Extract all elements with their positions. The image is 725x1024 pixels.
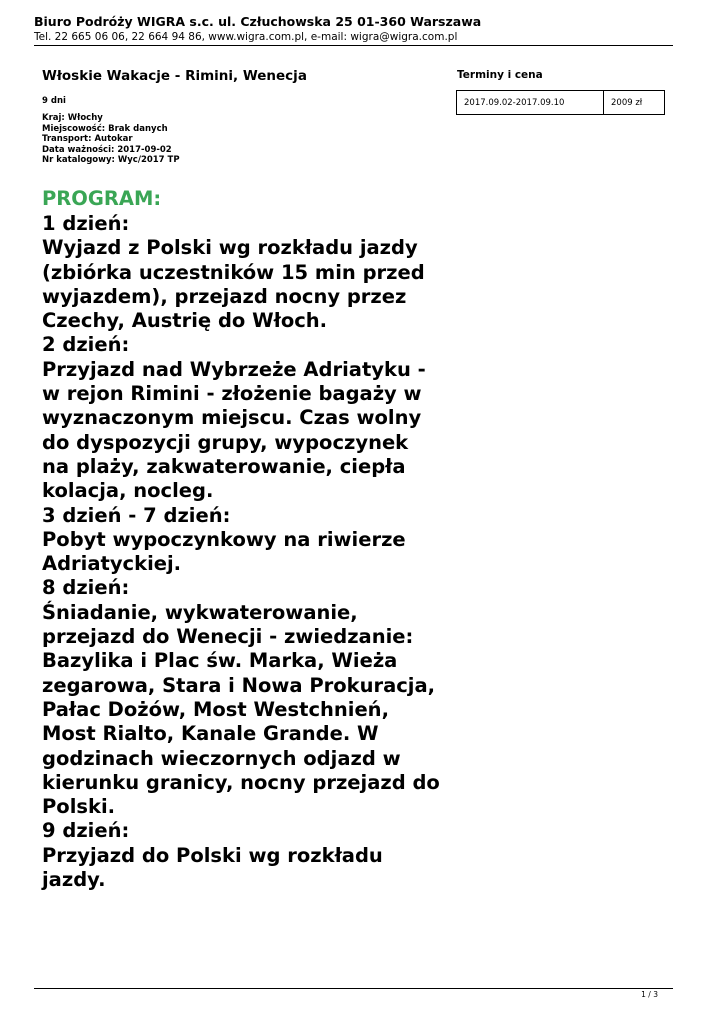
company-name: Biuro Podróży WIGRA s.c. ul. Człuchowska 25 01-360 Warszawa [34,14,482,29]
program-section [42,186,462,892]
program-line: Przyjazd do Polski wg rozkładu [42,843,383,867]
program-line: godzinach wieczornych odjazd w [42,746,401,770]
trip-duration: 9 dni [42,96,66,106]
term-price: 2009 zł [611,97,643,108]
program-line: 8 dzień: [42,576,130,600]
trip-title: Włoskie Wakacje - Rimini, Wenecja [42,68,307,84]
program-line: wyznaczonym miejscu. Czas wolny [42,406,422,430]
company-contact: Tel. 22 665 06 06, 22 664 94 86, www.wigra.com.pl, e-mail: wigra@wigra.com.pl [34,31,458,43]
program-line: (zbiórka uczestników 15 min przed [42,260,425,284]
program-line: jazdy. [42,868,106,892]
detail-catalog-number: Nr katalogowy: Wyc/2017 TP [42,155,180,166]
program-line: Bazylika i Plac św. Marka, Wieża [42,649,398,673]
program-body [42,212,462,892]
program-line: przejazd do Wenecji - zwiedzanie: [42,625,414,649]
program-line: Przyjazd nad Wybrzeże Adriatyku - [42,357,426,381]
detail-country: Kraj: Włochy [42,113,103,123]
document-header [34,14,674,44]
program-heading: PROGRAM: [42,187,162,210]
trip-details [42,113,180,166]
program-line: Śniadanie, wykwaterowanie, [42,600,358,624]
program-line: do dyspozycji grupy, wypoczynek [42,430,409,454]
footer-divider [34,988,673,989]
program-line: wyjazdem), przejazd nocny przez [42,284,407,308]
detail-location: Miejscowość: Brak danych [42,123,168,134]
program-line: Czechy, Austrię do Włoch. [42,309,328,333]
program-line: Polski. [42,795,116,819]
program-line: na plaży, zakwaterowanie, ciepła [42,454,406,478]
term-dates: 2017.09.02-2017.09.10 [457,91,604,114]
program-line: 2 dzień: [42,333,130,357]
program-line: w rejon Rimini - złożenie bagaży w [42,382,422,406]
program-line: kierunku granicy, nocny przejazd do [42,770,440,794]
terms-table [456,90,665,115]
program-line: Most Rialto, Kanale Grande. W [42,722,379,746]
program-line: Pobyt wypoczynkowy na riwierze [42,527,406,551]
program-line: zegarowa, Stara i Nowa Prokuracja, [42,673,436,697]
header-divider [34,45,673,46]
program-line: 1 dzień: [42,212,130,235]
program-line: Pałac Dożów, Most Westchnień, [42,697,389,721]
detail-valid-date: Data ważności: 2017-09-02 [42,144,172,155]
detail-transport: Transport: Autokar [42,134,133,145]
program-line: Adriatyckiej. [42,552,182,576]
program-line: Wyjazd z Polski wg rozkładu jazdy [42,236,418,260]
program-line: kolacja, nocleg. [42,479,214,503]
page-number: 1 / 3 [641,990,658,999]
program-line: 3 dzień - 7 dzień: [42,503,231,527]
program-line: 9 dzień: [42,819,130,843]
terms-title: Terminy i cena [457,69,543,81]
